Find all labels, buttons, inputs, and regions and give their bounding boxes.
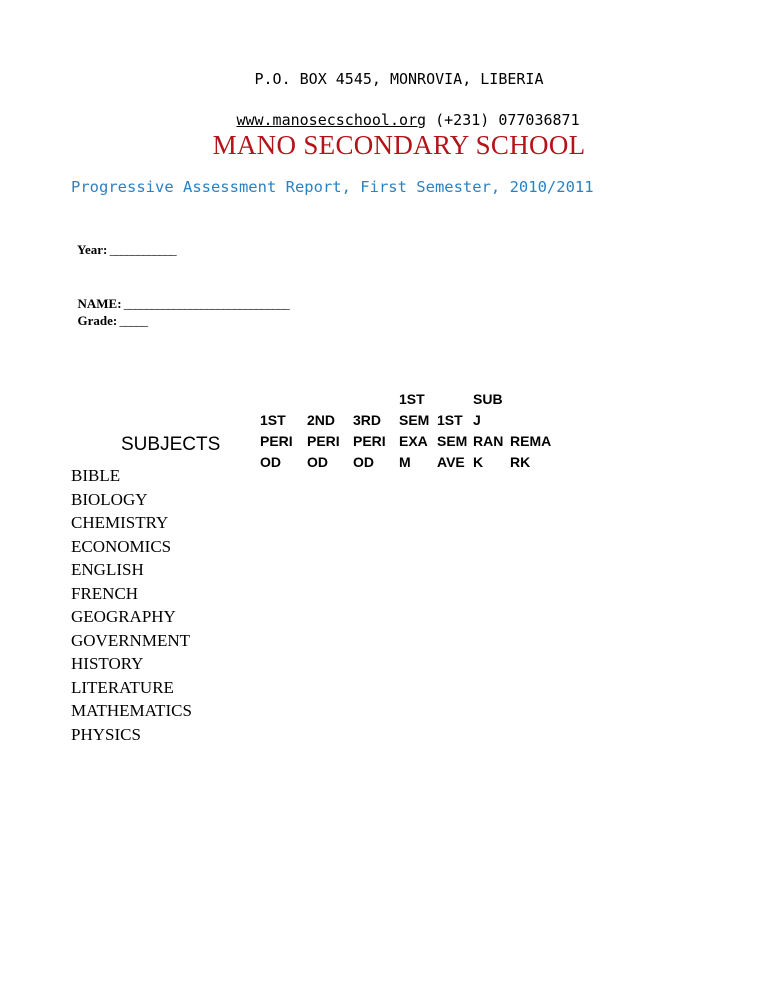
column-header-remark: REMA RK (510, 433, 552, 470)
subject-item: FRENCH (71, 583, 139, 603)
column-header-3rd-period: 3RD PERI OD (353, 412, 386, 470)
name-label: NAME: (77, 296, 122, 311)
year-blank: ____________ (107, 242, 176, 257)
subject-item: BIOLOGY (71, 489, 148, 509)
subject-item: LITERATURE (71, 677, 174, 697)
subject-list (71, 464, 192, 746)
school-website-link[interactable]: www.manosecschool.org (236, 111, 427, 129)
subject-item: GOVERNMENT (71, 630, 190, 650)
column-header-2nd-period: 2ND PERI OD (307, 412, 340, 470)
column-header-subject-rank: SUB J RAN K (473, 391, 504, 470)
subject-item: ECONOMICS (71, 536, 172, 556)
year-field (71, 226, 176, 258)
year-label: Year: (77, 242, 108, 257)
name-blank: ______________________________ (121, 296, 289, 311)
subject-item: GEOGRAPHY (71, 607, 176, 626)
column-header-1st-sem-exam: 1ST SEM EXA M (399, 391, 430, 470)
subject-item: ENGLISH (71, 560, 144, 579)
subject-item: CHEMISTRY (71, 513, 169, 532)
grade-field (71, 297, 147, 329)
subject-item: BIBLE (71, 466, 121, 485)
grade-label: Grade: (77, 313, 118, 328)
report-title: Progressive Assessment Report, First Semester, 2010/2011 (71, 178, 594, 196)
column-header-1st-sem-average: 1ST SEM AVE (437, 412, 468, 470)
subject-item: HISTORY (71, 654, 144, 673)
subjects-heading: SUBJECTS (121, 434, 221, 455)
school-contact (0, 93, 768, 129)
school-phone: (+231) 077036871 (426, 111, 580, 129)
school-address: P.O. BOX 4545, MONROVIA, LIBERIA (254, 70, 544, 88)
subject-item: MATHEMATICS (71, 701, 192, 720)
school-name: MANO SECONDARY SCHOOL (212, 130, 586, 160)
column-header-1st-period: 1ST PERI OD (260, 412, 293, 470)
grade-blank: _____ (117, 313, 147, 328)
subject-item: PHYSICS (71, 724, 141, 744)
